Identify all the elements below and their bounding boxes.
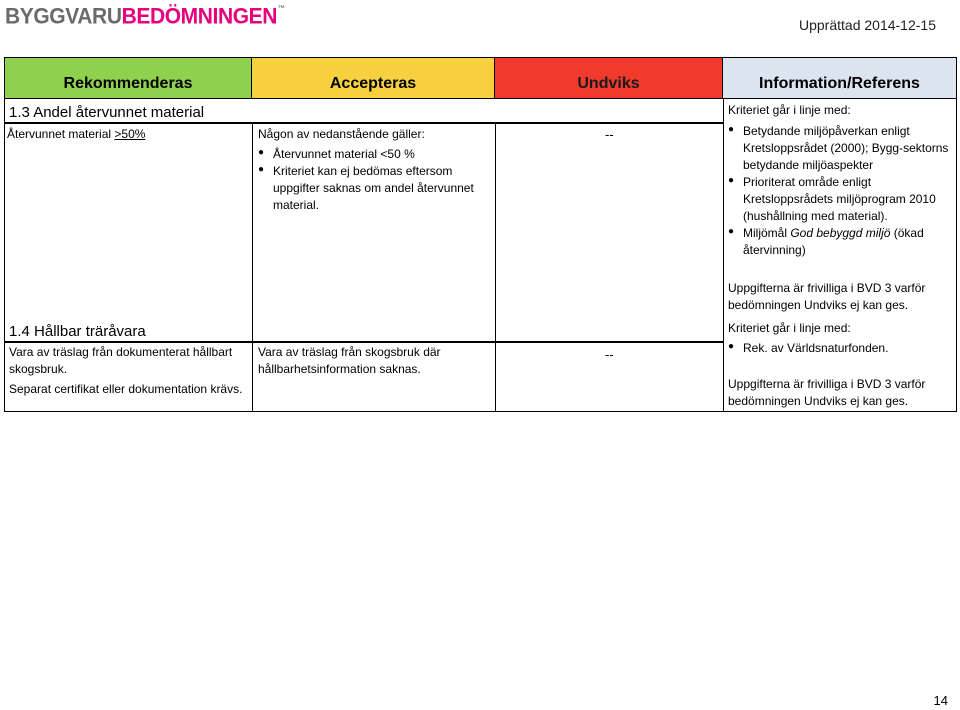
col-divider-3 [723,98,724,411]
section1-rek-prefix: Återvunnet material [7,127,115,141]
logo-trademark: ™ [278,5,285,13]
section2-rek-line1: Vara av träslag från dokumenterat hållbart skogsbruk. [9,345,233,377]
logo-text-part2: BEDÖMNINGEN [121,4,278,29]
section2-undviks: -- [605,347,614,362]
list-item: ● Återvunnet material <50 % [258,146,488,163]
section2-info [728,320,950,410]
header-information: Information/Referens [723,58,956,98]
criteria-table [4,57,957,412]
section1-accepteras [258,126,488,214]
page-number: 14 [933,692,948,708]
list-item: ● Prioriterat område enligt Kretsloppsrådets miljöprogram 2010 (hushållning med material). [728,174,950,225]
section1-acc-list [258,146,488,214]
section2-title: 1.4 Hållbar träråvara [9,323,146,340]
section1-info-intro: Kriteriet går i linje med: [728,103,851,117]
col-divider-1 [252,122,253,411]
list-item: ● Betydande miljöpåverkan enligt Kretsloppsrådet (2000); Bygg-sektorns betydande miljöaspekter [728,123,950,174]
section2-rek-line2: Separat certifikat eller dokumentation krävs. [9,382,243,397]
section1-rek-value: >50% [114,127,146,141]
section1-title: 1.3 Andel återvunnet material [9,104,205,121]
header-rekommenderas: Rekommenderas [5,58,252,98]
brand-logo [5,4,285,29]
section2-info-note: Uppgifterna är frivilliga i BVD 3 varför bedömningen Undviks ej kan ges. [728,377,926,409]
header-divider [5,98,956,99]
list-item: ● Rek. av Världsnaturfonden. [728,340,950,357]
section1-acc-intro: Någon av nedanstående gäller: [258,127,425,141]
logo-text-part1: BYGGVARU [5,4,122,29]
section2-info-intro: Kriteriet går i linje med: [728,321,851,335]
section1-rekommenderas [7,126,247,143]
section1-undviks: -- [605,127,614,142]
header-accepteras: Accepteras [252,58,495,98]
list-item: ● Miljömål God bebyggd miljö (ökad återvinning) [728,225,950,259]
col-divider-2 [495,122,496,411]
section2-accepteras: Vara av träslag från skogsbruk där hållbarhetsinformation saknas. [258,345,441,377]
section1-info [728,102,950,314]
section1-info-note: Uppgifterna är frivilliga i BVD 3 varför bedömningen Undviks ej kan ges. [728,281,926,313]
document-date: Upprättad 2014-12-15 [799,17,936,33]
section1-info-list [728,123,950,259]
header-undviks: Undviks [495,58,723,98]
section2-rekommenderas [9,344,247,398]
list-item: ● Kriteriet kan ej bedömas eftersom uppgifter saknas om andel återvunnet material. [258,163,488,214]
section2-info-list [728,340,950,357]
